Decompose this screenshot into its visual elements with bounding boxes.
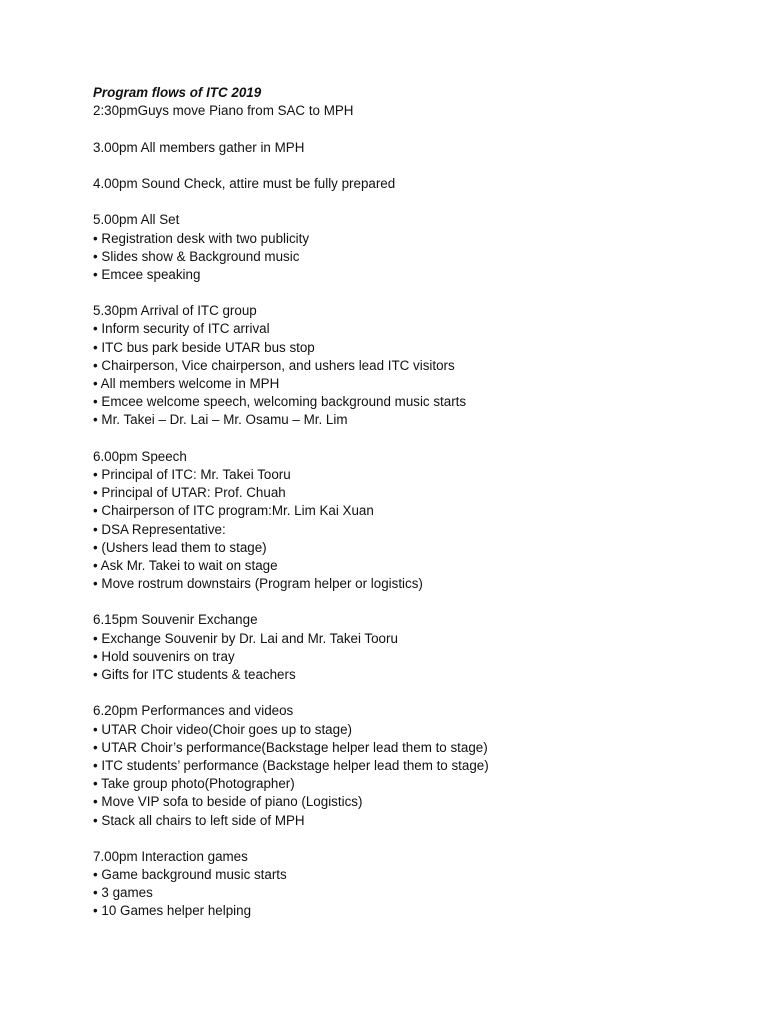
schedule-time-heading: 5.00pm All Set [93, 212, 180, 228]
schedule-bullet-item: • Exchange Souvenir by Dr. Lai and Mr. Takei Tooru [93, 630, 398, 646]
schedule-bullet-item: • Game background music starts [93, 867, 287, 883]
schedule-bullet-item: • Mr. Takei – Dr. Lai – Mr. Osamu – Mr. Lim [93, 412, 348, 428]
schedule-time-heading: 4.00pm Sound Check, attire must be fully prepared [93, 175, 396, 191]
schedule-bullet-item: • Move VIP sofa to beside of piano (Logistics) [93, 794, 363, 810]
schedule-bullet-item: • Gifts for ITC students & teachers [93, 667, 296, 682]
program-section [93, 448, 733, 594]
program-section [93, 175, 733, 193]
program-section [93, 848, 733, 921]
schedule-bullet-item: • Principal of ITC: Mr. Takei Tooru [93, 466, 291, 482]
program-section [93, 702, 733, 829]
schedule-bullet-item: • UTAR Choir video(Choir goes up to stage) [93, 721, 352, 737]
document-title: Program flows of ITC 2019 [93, 85, 262, 100]
schedule-bullet-item: • ITC students’ performance (Backstage helper lead them to stage) [93, 757, 489, 773]
schedule-bullet-item: • Hold souvenirs on tray [93, 648, 235, 664]
program-section [93, 302, 733, 429]
schedule-bullet-item: • Ask Mr. Takei to wait on stage [93, 557, 278, 573]
schedule-time-heading: 2:30pmGuys move Piano from SAC to MPH [93, 103, 354, 119]
schedule-bullet-item: • Stack all chairs to left side of MPH [93, 812, 305, 828]
schedule-bullet-item: • Slides show & Background music [93, 248, 300, 264]
schedule-bullet-item: • Inform security of ITC arrival [93, 321, 270, 337]
schedule-bullet-item: • ITC bus park beside UTAR bus stop [93, 339, 315, 355]
document-page [93, 84, 733, 921]
schedule-time-heading: 3.00pm All members gather in MPH [93, 139, 305, 155]
schedule-bullet-item: • Registration desk with two publicity [93, 230, 310, 246]
schedule-bullet-item: • Chairperson of ITC program:Mr. Lim Kai Xuan [93, 503, 374, 519]
program-section [93, 211, 733, 284]
schedule-time-heading: 5.30pm Arrival of ITC group [93, 303, 257, 319]
program-section [93, 139, 733, 157]
schedule-bullet-item: • Emcee speaking [93, 266, 201, 282]
schedule-bullet-item: • Principal of UTAR: Prof. Chuah [93, 485, 286, 501]
schedule-time-heading: 7.00pm Interaction games [93, 848, 248, 864]
schedule-bullet-item: • UTAR Choir’s performance(Backstage helper lead them to stage) [93, 739, 488, 755]
schedule-bullet-item: • 10 Games helper helping [93, 903, 252, 919]
schedule-bullet-item: • (Ushers lead them to stage) [93, 539, 267, 555]
program-sections [93, 102, 733, 920]
schedule-time-heading: 6.15pm Souvenir Exchange [93, 612, 258, 628]
schedule-bullet-item: • DSA Representative: [93, 521, 226, 537]
schedule-time-heading: 6.00pm Speech [93, 448, 187, 464]
schedule-bullet-item: • Chairperson, Vice chairperson, and ushers lead ITC visitors [93, 357, 455, 373]
program-section [93, 611, 733, 684]
schedule-bullet-item: • Move rostrum downstairs (Program helper or logistics) [93, 576, 423, 592]
schedule-bullet-item: • Take group photo(Photographer) [93, 776, 295, 792]
schedule-bullet-item: • Emcee welcome speech, welcoming background music starts [93, 394, 467, 410]
schedule-bullet-item: • 3 games [93, 885, 153, 901]
schedule-time-heading: 6.20pm Performances and videos [93, 703, 294, 719]
program-section [93, 102, 733, 120]
schedule-bullet-item: • All members welcome in MPH [93, 376, 280, 391]
